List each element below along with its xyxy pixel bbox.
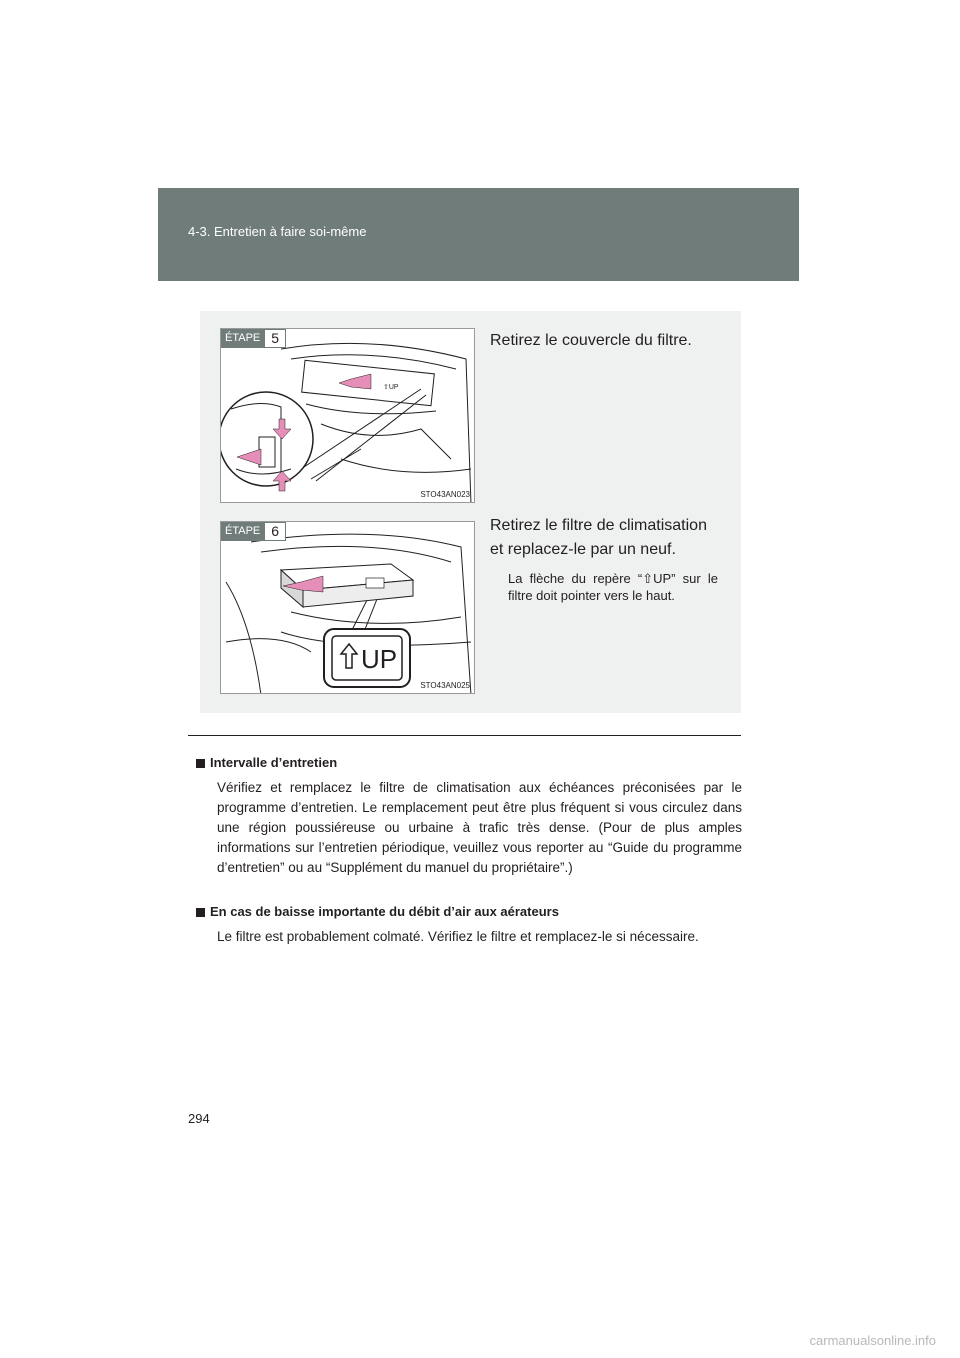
step-badge-number: 5 xyxy=(264,329,286,348)
step-6-title xyxy=(490,514,707,562)
image-code: STO43AN025 xyxy=(420,681,470,690)
heading-text: En cas de baisse importante du débit d’air aux aérateurs xyxy=(210,904,559,919)
step-5-badge xyxy=(221,329,286,348)
section-body: Le filtre est probablement colmaté. Vérifiez le filtre et remplacez-le si nécessaire. xyxy=(217,929,699,944)
up-label-zoom: UP xyxy=(361,644,398,674)
section-heading xyxy=(196,902,742,922)
square-bullet-icon xyxy=(196,759,205,768)
heading-text: Intervalle d’entretien xyxy=(210,755,338,770)
step-6-badge xyxy=(221,522,286,541)
section-heading xyxy=(196,753,742,773)
step-5-title: Retirez le couvercle du filtre. xyxy=(490,332,692,349)
filter-up-mark: ⇧UP xyxy=(383,384,399,391)
step-6-illustration xyxy=(220,521,475,694)
square-bullet-icon xyxy=(196,908,205,917)
step-badge-number: 6 xyxy=(264,522,286,541)
step-6-title-line1: Retirez le filtre de climatisation xyxy=(490,517,707,534)
step-5-illustration xyxy=(220,328,475,503)
step-badge-label: ÉTAPE xyxy=(221,522,264,541)
section-body: Vérifiez et remplacez le filtre de climatisation aux échéances préconisées par le programme d’entretien. Le remplacement peut être plus fréquent si vous circulez dans une région poussiéreuse ou urbaine à trafic très dense. (Pour de plus amples informations sur l’entretien périodique, veuillez vous reporter au “Guide du programme d’entretien” ou au “Supplément du manuel du propriétaire”.) xyxy=(217,780,742,875)
section-divider xyxy=(188,735,741,736)
steps-panel xyxy=(200,311,741,713)
page-number: 294 xyxy=(188,1111,210,1126)
maintenance-interval-section xyxy=(196,753,742,878)
filter-cover-drawing xyxy=(221,329,475,503)
image-code: STO43AN023 xyxy=(420,490,470,499)
step-6-note: La flèche du repère “⇧UP” sur le filtre doit pointer vers le haut. xyxy=(508,571,718,603)
step-6-title-line2: et replacez-le par un neuf. xyxy=(490,541,676,558)
step-badge-label: ÉTAPE xyxy=(221,329,264,348)
section-title: 4-3. Entretien à faire soi-même xyxy=(188,224,367,239)
chapter-header xyxy=(158,188,799,281)
filter-replace-drawing xyxy=(221,522,475,694)
low-airflow-section xyxy=(196,902,742,947)
watermark: carmanualsonline.info xyxy=(809,1333,936,1348)
